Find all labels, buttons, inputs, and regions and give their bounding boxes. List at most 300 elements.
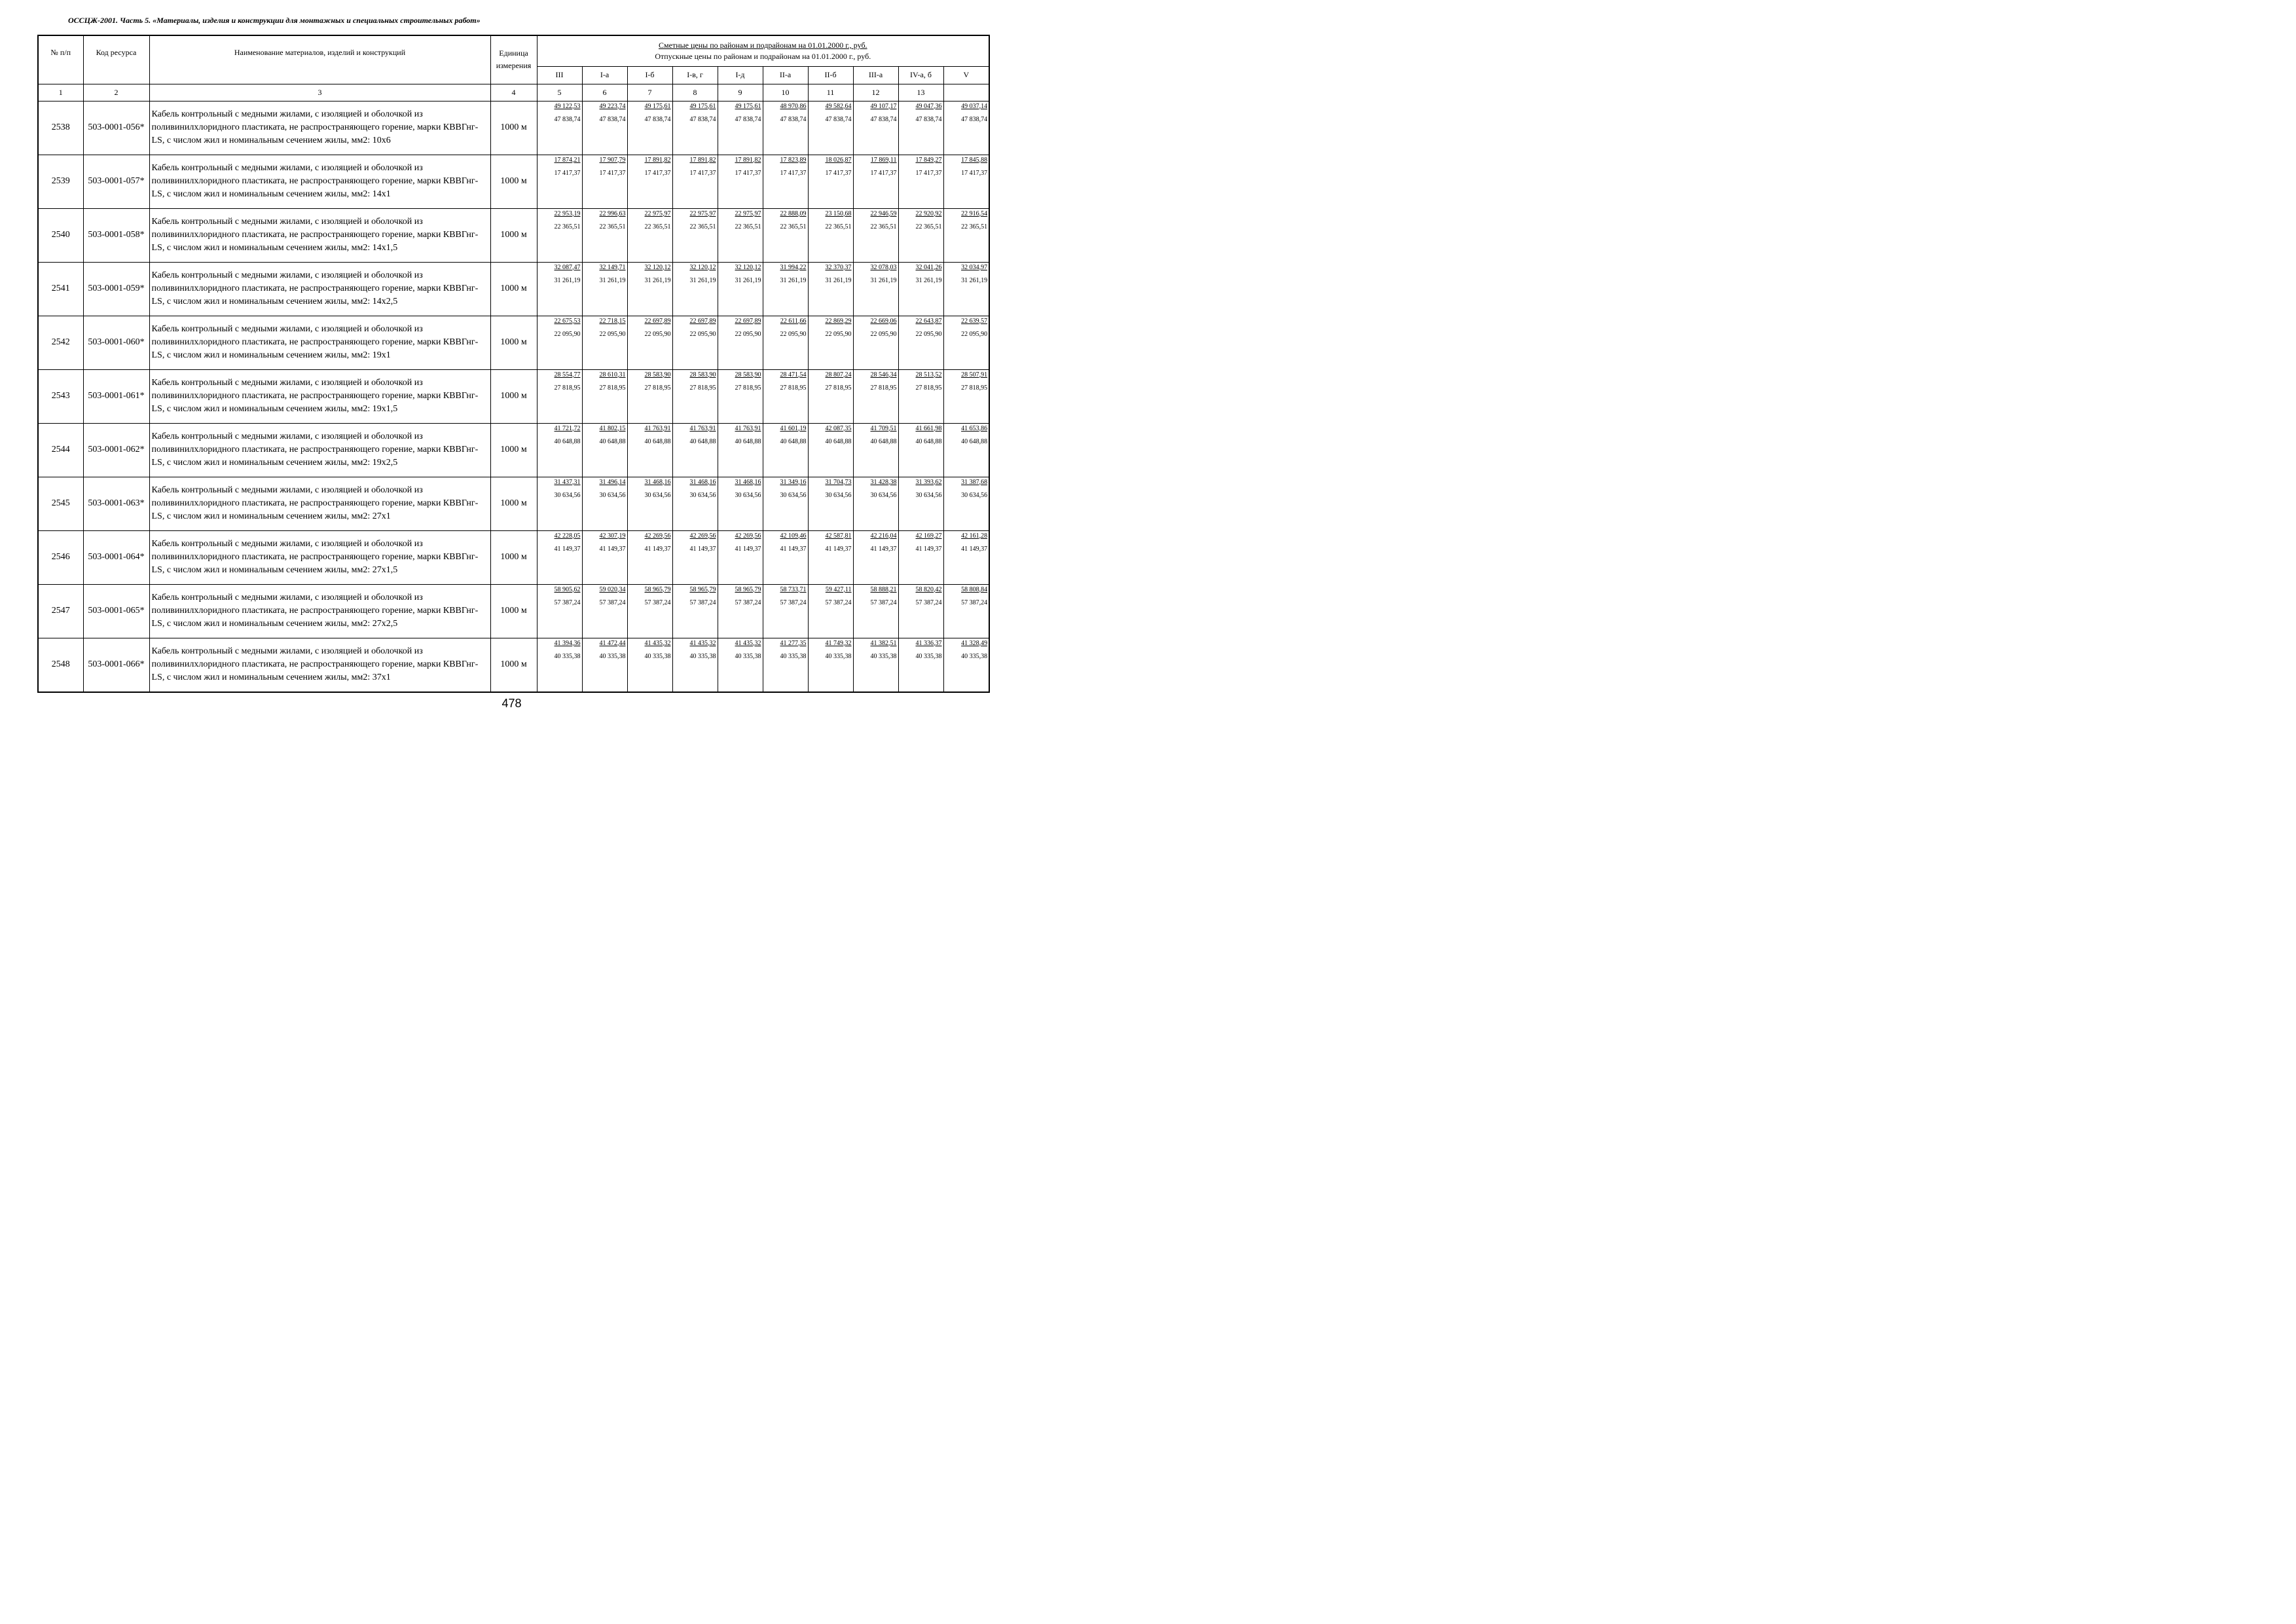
release-price: 22 095,90: [915, 330, 942, 338]
estimate-price: 28 583,90: [644, 371, 671, 378]
price-cell: [672, 316, 718, 369]
release-price: 22 095,90: [735, 330, 761, 338]
running-head: ОССЦЖ-2001. Часть 5. «Материалы, изделия и конструкции для монтажных и специальных строительных работ»: [68, 16, 481, 25]
price-cell: [763, 638, 808, 692]
price-cell: [718, 530, 763, 584]
table-row: [38, 262, 989, 316]
price-cell: [898, 477, 943, 530]
price-cell: [718, 638, 763, 692]
price-cell: [627, 101, 672, 155]
release-price: 31 261,19: [961, 276, 988, 284]
estimate-price: 31 468,16: [644, 478, 671, 486]
price-cell: [672, 262, 718, 316]
release-price: 40 648,88: [735, 437, 761, 445]
price-cell: [943, 208, 989, 262]
price-cell: [537, 423, 582, 477]
estimate-price: 17 891,82: [735, 156, 761, 164]
release-price: 47 838,74: [689, 115, 716, 123]
estimate-price: 49 175,61: [735, 102, 761, 110]
price-cell: [943, 155, 989, 208]
release-price: 17 417,37: [780, 169, 807, 177]
release-price: 47 838,74: [554, 115, 581, 123]
price-cell: [898, 262, 943, 316]
release-price: 27 818,95: [915, 384, 942, 392]
row-number-cell: 2544: [38, 423, 83, 477]
price-cell: [808, 208, 853, 262]
price-cell: [627, 530, 672, 584]
release-price: 30 634,56: [644, 491, 671, 499]
estimate-price: 49 175,61: [644, 102, 671, 110]
table-row: [38, 477, 989, 530]
release-price: 40 335,38: [735, 652, 761, 660]
header-unit-line1: Единица: [499, 48, 528, 58]
estimate-price: 49 223,74: [599, 102, 626, 110]
price-cell: [672, 530, 718, 584]
estimate-price: 32 120,12: [644, 263, 671, 271]
price-cell: [808, 638, 853, 692]
release-price: 47 838,74: [915, 115, 942, 123]
price-cell: [898, 155, 943, 208]
estimate-price: 58 820,42: [915, 585, 942, 593]
column-number-cell: 10: [763, 84, 808, 101]
release-price: 57 387,24: [825, 599, 852, 606]
release-price: 17 417,37: [825, 169, 852, 177]
price-cell: [943, 316, 989, 369]
column-number-cell: 6: [582, 84, 627, 101]
estimate-price: 41 336,37: [915, 639, 942, 647]
release-price: 40 335,38: [870, 652, 897, 660]
price-cell: [943, 530, 989, 584]
price-cell: [627, 316, 672, 369]
estimate-price: 41 802,15: [599, 424, 626, 432]
price-cell: [898, 530, 943, 584]
price-cell: [898, 369, 943, 423]
release-price: 40 648,88: [554, 437, 581, 445]
release-price: 41 149,37: [689, 545, 716, 553]
row-number-cell: 2548: [38, 638, 83, 692]
estimate-price: 42 269,56: [735, 532, 761, 540]
release-price: 31 261,19: [870, 276, 897, 284]
release-price: 22 095,90: [961, 330, 988, 338]
price-cell: [582, 423, 627, 477]
unit-cell: 1000 м: [490, 155, 537, 208]
price-cell: [898, 584, 943, 638]
column-number-cell: 11: [808, 84, 853, 101]
estimate-price: 17 849,27: [915, 156, 942, 164]
material-name-cell: Кабель контрольный с медными жилами, с изоляцией и оболочкой из поливинилхлоридного пластиката, не распространяющего горение, марки КВВГнг-LS, с числом жил и номинальным сечением жилы, мм2: 27х2,5: [149, 584, 490, 638]
estimate-price: 31 468,16: [735, 478, 761, 486]
estimate-price: 22 953,19: [554, 210, 581, 217]
estimate-price: 22 888,09: [780, 210, 807, 217]
table-row: [38, 155, 989, 208]
header-unit: [490, 35, 537, 84]
release-price: 30 634,56: [599, 491, 626, 499]
estimate-price: 23 150,68: [825, 210, 852, 217]
estimate-price: 32 041,26: [915, 263, 942, 271]
estimate-price: 59 020,34: [599, 585, 626, 593]
release-price: 22 365,51: [554, 223, 581, 231]
estimate-price: 28 583,90: [735, 371, 761, 378]
estimate-price: 41 601,19: [780, 424, 807, 432]
estimate-price: 49 037,14: [961, 102, 988, 110]
price-cell: [537, 638, 582, 692]
material-name-cell: Кабель контрольный с медными жилами, с изоляцией и оболочкой из поливинилхлоридного пластиката, не распространяющего горение, марки КВВГнг-LS, с числом жил и номинальным сечением жилы, мм2: 14х2,5: [149, 262, 490, 316]
price-cell: [582, 316, 627, 369]
release-price: 40 648,88: [870, 437, 897, 445]
estimate-price: 41 661,98: [915, 424, 942, 432]
table-row: [38, 584, 989, 638]
column-number-cell: 8: [672, 84, 718, 101]
estimate-price: 41 749,32: [825, 639, 852, 647]
price-cell: [672, 155, 718, 208]
release-price: 27 818,95: [870, 384, 897, 392]
table-row: [38, 423, 989, 477]
price-cell: [627, 208, 672, 262]
estimate-price: 41 763,91: [689, 424, 716, 432]
release-price: 57 387,24: [554, 599, 581, 606]
estimate-price: 42 109,46: [780, 532, 807, 540]
estimate-price: 28 554,77: [554, 371, 581, 378]
release-price: 57 387,24: [780, 599, 807, 606]
estimate-price: 49 122,53: [554, 102, 581, 110]
estimate-price: 22 697,89: [689, 317, 716, 325]
release-price: 40 648,88: [599, 437, 626, 445]
release-price: 40 335,38: [689, 652, 716, 660]
resource-code-cell: 503-0001-059*: [83, 262, 149, 316]
estimate-price: 28 513,52: [915, 371, 942, 378]
estimate-price: 28 471,54: [780, 371, 807, 378]
price-cell: [627, 369, 672, 423]
row-number-cell: 2539: [38, 155, 83, 208]
release-price: 17 417,37: [915, 169, 942, 177]
price-cell: [763, 423, 808, 477]
estimate-price: 42 169,27: [915, 532, 942, 540]
estimate-price: 31 349,16: [780, 478, 807, 486]
price-cell: [582, 208, 627, 262]
price-cell: [537, 208, 582, 262]
row-number-cell: 2547: [38, 584, 83, 638]
price-table: [37, 35, 990, 693]
table-row: [38, 530, 989, 584]
estimate-price: 41 435,32: [735, 639, 761, 647]
release-price: 27 818,95: [735, 384, 761, 392]
region-header-cell: I-в, г: [672, 66, 718, 84]
estimate-price: 28 610,31: [599, 371, 626, 378]
region-header-cell: I-а: [582, 66, 627, 84]
estimate-price: 31 496,14: [599, 478, 626, 486]
price-cell: [763, 155, 808, 208]
material-name-cell: Кабель контрольный с медными жилами, с изоляцией и оболочкой из поливинилхлоридного пластиката, не распространяющего горение, марки КВВГнг-LS, с числом жил и номинальным сечением жилы, мм2: 19х1,5: [149, 369, 490, 423]
release-price: 22 365,51: [780, 223, 807, 231]
release-price: 17 417,37: [599, 169, 626, 177]
price-cell: [627, 638, 672, 692]
column-number-cell: 5: [537, 84, 582, 101]
price-cell: [898, 208, 943, 262]
price-cell: [763, 316, 808, 369]
resource-code-cell: 503-0001-065*: [83, 584, 149, 638]
release-price: 40 648,88: [825, 437, 852, 445]
release-price: 17 417,37: [870, 169, 897, 177]
region-header-cell: V: [943, 66, 989, 84]
price-cell: [808, 155, 853, 208]
release-price: 41 149,37: [599, 545, 626, 553]
estimate-price: 58 733,71: [780, 585, 807, 593]
price-cell: [808, 530, 853, 584]
price-cell: [537, 584, 582, 638]
price-cell: [718, 208, 763, 262]
estimate-price: 41 709,51: [870, 424, 897, 432]
price-cell: [943, 638, 989, 692]
price-cell: [943, 477, 989, 530]
estimate-price: 31 387,68: [961, 478, 988, 486]
material-name-cell: Кабель контрольный с медными жилами, с изоляцией и оболочкой из поливинилхлоридного пластиката, не распространяющего горение, марки КВВГнг-LS, с числом жил и номинальным сечением жилы, мм2: 10х6: [149, 101, 490, 155]
release-price: 22 095,90: [644, 330, 671, 338]
region-header-cell: I-б: [627, 66, 672, 84]
estimate-price: 22 611,66: [780, 317, 807, 325]
estimate-price: 22 975,97: [644, 210, 671, 217]
release-price: 30 634,56: [735, 491, 761, 499]
price-cell: [537, 101, 582, 155]
estimate-price: 41 763,91: [644, 424, 671, 432]
price-cell: [627, 477, 672, 530]
estimate-price: 41 435,32: [689, 639, 716, 647]
estimate-price: 31 428,38: [870, 478, 897, 486]
release-price: 40 335,38: [644, 652, 671, 660]
release-price: 41 149,37: [780, 545, 807, 553]
estimate-price: 58 888,21: [870, 585, 897, 593]
price-cell: [808, 262, 853, 316]
price-cell: [672, 208, 718, 262]
estimate-price: 41 653,86: [961, 424, 988, 432]
price-cell: [853, 584, 898, 638]
release-price: 40 335,38: [825, 652, 852, 660]
region-header-cell: II-а: [763, 66, 808, 84]
release-price: 31 261,19: [554, 276, 581, 284]
material-name-cell: Кабель контрольный с медными жилами, с изоляцией и оболочкой из поливинилхлоридного пластиката, не распространяющего горение, марки КВВГнг-LS, с числом жил и номинальным сечением жилы, мм2: 19х1: [149, 316, 490, 369]
release-price: 31 261,19: [644, 276, 671, 284]
release-price: 31 261,19: [599, 276, 626, 284]
estimate-price: 42 161,28: [961, 532, 988, 540]
row-number-cell: 2546: [38, 530, 83, 584]
price-cell: [853, 477, 898, 530]
estimate-price: 22 916,54: [961, 210, 988, 217]
price-cell: [808, 584, 853, 638]
estimate-price: 22 869,29: [825, 317, 852, 325]
estimate-price: 31 468,16: [689, 478, 716, 486]
estimate-price: 17 891,82: [644, 156, 671, 164]
resource-code-cell: 503-0001-066*: [83, 638, 149, 692]
material-name-cell: Кабель контрольный с медными жилами, с изоляцией и оболочкой из поливинилхлоридного пластиката, не распространяющего горение, марки КВВГнг-LS, с числом жил и номинальным сечением жилы, мм2: 19х2,5: [149, 423, 490, 477]
estimate-price: 58 965,79: [689, 585, 716, 593]
estimate-price: 58 808,84: [961, 585, 988, 593]
table-row: [38, 638, 989, 692]
price-cell: [718, 101, 763, 155]
price-cell: [898, 316, 943, 369]
price-cell: [943, 423, 989, 477]
resource-code-cell: 503-0001-063*: [83, 477, 149, 530]
release-price: 22 365,51: [961, 223, 988, 231]
unit-cell: 1000 м: [490, 423, 537, 477]
resource-code-cell: 503-0001-058*: [83, 208, 149, 262]
release-price: 40 335,38: [915, 652, 942, 660]
release-price: 41 149,37: [735, 545, 761, 553]
column-number-cell: 7: [627, 84, 672, 101]
estimate-price: 22 697,89: [735, 317, 761, 325]
unit-cell: 1000 м: [490, 101, 537, 155]
release-price: 30 634,56: [870, 491, 897, 499]
estimate-price: 22 639,57: [961, 317, 988, 325]
column-number-cell: 13: [898, 84, 943, 101]
release-price: 41 149,37: [825, 545, 852, 553]
release-price: 40 335,38: [599, 652, 626, 660]
price-cell: [718, 423, 763, 477]
estimate-price: 17 874,21: [554, 156, 581, 164]
release-price: 41 149,37: [961, 545, 988, 553]
column-number-cell: 4: [490, 84, 537, 101]
material-name-cell: Кабель контрольный с медными жилами, с изоляцией и оболочкой из поливинилхлоридного пластиката, не распространяющего горение, марки КВВГнг-LS, с числом жил и номинальным сечением жилы, мм2: 27х1: [149, 477, 490, 530]
estimate-price: 31 994,22: [780, 263, 807, 271]
price-cell: [582, 530, 627, 584]
price-cell: [898, 101, 943, 155]
price-cell: [763, 369, 808, 423]
release-price: 47 838,74: [870, 115, 897, 123]
price-cell: [537, 530, 582, 584]
estimate-price: 48 970,86: [780, 102, 807, 110]
price-cell: [627, 262, 672, 316]
release-price: 30 634,56: [554, 491, 581, 499]
table-row: [38, 316, 989, 369]
release-price: 27 818,95: [780, 384, 807, 392]
estimate-price: 22 675,53: [554, 317, 581, 325]
estimate-price: 42 216,04: [870, 532, 897, 540]
estimate-price: 42 087,35: [825, 424, 852, 432]
estimate-price: 31 437,31: [554, 478, 581, 486]
price-cell: [718, 477, 763, 530]
table-body: [38, 101, 989, 692]
estimate-price: 32 120,12: [689, 263, 716, 271]
price-cell: [582, 477, 627, 530]
release-price: 17 417,37: [644, 169, 671, 177]
region-header-cell: IV-а, б: [898, 66, 943, 84]
price-cell: [672, 477, 718, 530]
estimate-price: 22 996,63: [599, 210, 626, 217]
price-cell: [943, 369, 989, 423]
price-cell: [537, 155, 582, 208]
release-price: 41 149,37: [915, 545, 942, 553]
release-price: 40 648,88: [780, 437, 807, 445]
unit-cell: 1000 м: [490, 316, 537, 369]
release-price: 27 818,95: [644, 384, 671, 392]
release-price: 47 838,74: [780, 115, 807, 123]
price-cell: [672, 584, 718, 638]
price-cell: [582, 155, 627, 208]
resource-code-cell: 503-0001-061*: [83, 369, 149, 423]
price-cell: [898, 638, 943, 692]
release-price: 47 838,74: [961, 115, 988, 123]
price-cell: [853, 638, 898, 692]
material-name-cell: Кабель контрольный с медными жилами, с изоляцией и оболочкой из поливинилхлоридного пластиката, не распространяющего горение, марки КВВГнг-LS, с числом жил и номинальным сечением жилы, мм2: 14х1: [149, 155, 490, 208]
price-cell: [672, 369, 718, 423]
price-cell: [672, 638, 718, 692]
unit-cell: 1000 м: [490, 530, 537, 584]
row-number-cell: 2543: [38, 369, 83, 423]
estimate-price: 17 869,11: [870, 156, 897, 164]
price-cell: [718, 369, 763, 423]
price-cell: [537, 477, 582, 530]
column-number-cell: 12: [853, 84, 898, 101]
release-price: 17 417,37: [735, 169, 761, 177]
estimate-price: 58 965,79: [735, 585, 761, 593]
resource-code-cell: 503-0001-064*: [83, 530, 149, 584]
release-price: 40 335,38: [780, 652, 807, 660]
region-header-cell: III-а: [853, 66, 898, 84]
price-cell: [763, 477, 808, 530]
unit-cell: 1000 м: [490, 638, 537, 692]
material-name-cell: Кабель контрольный с медными жилами, с изоляцией и оболочкой из поливинилхлоридного пластиката, не распространяющего горение, марки КВВГнг-LS, с числом жил и номинальным сечением жилы, мм2: 14х1,5: [149, 208, 490, 262]
price-cell: [763, 208, 808, 262]
release-price: 30 634,56: [961, 491, 988, 499]
release-price: 47 838,74: [599, 115, 626, 123]
estimate-price: 28 546,34: [870, 371, 897, 378]
price-cell: [672, 423, 718, 477]
price-cell: [898, 423, 943, 477]
header-unit-line2: измерения: [496, 61, 532, 71]
price-cell: [853, 369, 898, 423]
price-cell: [718, 584, 763, 638]
price-cell: [718, 316, 763, 369]
release-price: 17 417,37: [689, 169, 716, 177]
unit-cell: 1000 м: [490, 208, 537, 262]
estimate-price: 22 975,97: [735, 210, 761, 217]
release-price: 27 818,95: [961, 384, 988, 392]
estimate-price: 41 472,44: [599, 639, 626, 647]
release-price: 22 365,51: [915, 223, 942, 231]
estimate-price: 32 078,03: [870, 263, 897, 271]
resource-code-cell: 503-0001-060*: [83, 316, 149, 369]
release-price: 57 387,24: [961, 599, 988, 606]
price-cell: [582, 638, 627, 692]
release-price: 27 818,95: [554, 384, 581, 392]
price-cell: [763, 530, 808, 584]
estimate-price: 31 393,62: [915, 478, 942, 486]
release-price: 27 818,95: [689, 384, 716, 392]
release-price: 47 838,74: [825, 115, 852, 123]
price-cell: [672, 101, 718, 155]
price-cell: [627, 155, 672, 208]
release-price: 22 365,51: [644, 223, 671, 231]
price-cell: [582, 262, 627, 316]
release-price: 22 095,90: [554, 330, 581, 338]
estimate-price: 22 669,06: [870, 317, 897, 325]
column-number-cell: 1: [38, 84, 83, 101]
estimate-price: 41 435,32: [644, 639, 671, 647]
material-name-cell: Кабель контрольный с медными жилами, с изоляцией и оболочкой из поливинилхлоридного пластиката, не распространяющего горение, марки КВВГнг-LS, с числом жил и номинальным сечением жилы, мм2: 37х1: [149, 638, 490, 692]
estimate-price: 17 845,88: [961, 156, 988, 164]
estimate-price: 41 382,51: [870, 639, 897, 647]
price-cell: [808, 101, 853, 155]
release-price: 40 335,38: [961, 652, 988, 660]
estimate-price: 17 891,82: [689, 156, 716, 164]
header-prices-release: Отпускные цены по районам и подрайонам на 01.01.2000 г., руб.: [655, 52, 871, 61]
release-price: 27 818,95: [825, 384, 852, 392]
resource-code-cell: 503-0001-062*: [83, 423, 149, 477]
resource-code-cell: 503-0001-057*: [83, 155, 149, 208]
region-header-cell: II-б: [808, 66, 853, 84]
price-cell: [853, 155, 898, 208]
price-cell: [808, 423, 853, 477]
row-number-cell: 2542: [38, 316, 83, 369]
estimate-price: 22 920,92: [915, 210, 942, 217]
